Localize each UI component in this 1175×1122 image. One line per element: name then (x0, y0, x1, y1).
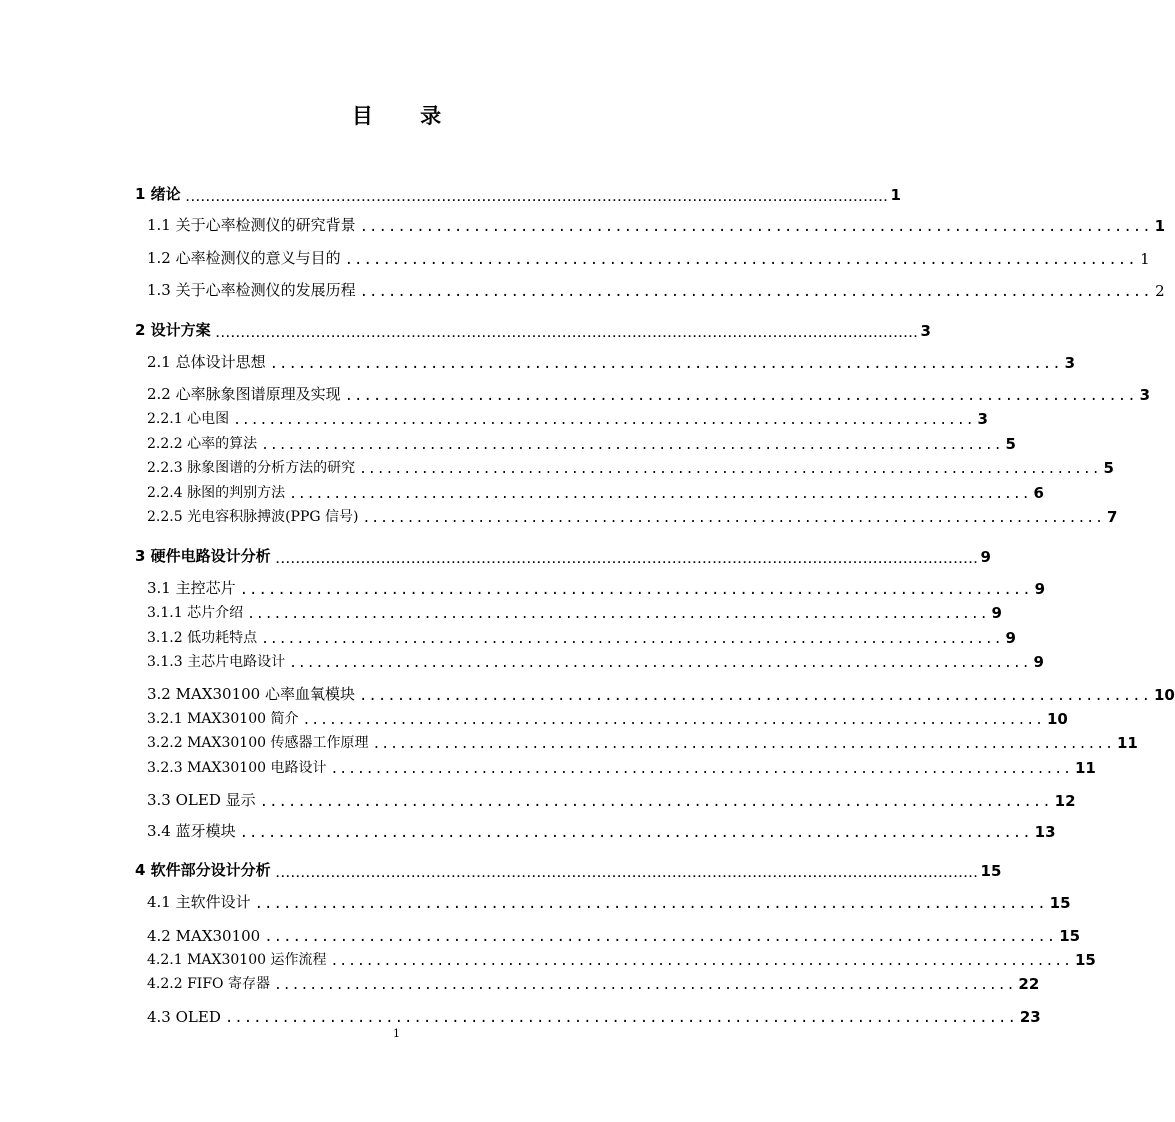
toc-entry-page: 3 (977, 410, 988, 428)
toc-entry-text: 1 绪论 (135, 185, 181, 203)
toc-entry-text: 1.3 关于心率检测仪的发展历程 (147, 281, 356, 299)
toc-entry-chapter[interactable]: 2 设计方案 ............................................................................................................................................ 3 (135, 321, 931, 340)
toc-entry-page: 5 (1005, 435, 1016, 453)
toc-entry-text: 1.1 关于心率检测仪的研究背景 (147, 216, 356, 234)
toc-entry-chapter[interactable]: 1 绪论 ............................................................................................................................................ 1 (135, 185, 901, 204)
toc-entry-subsection[interactable]: 2.2.2 心率的算法 .................................................................................... 5 (147, 435, 1016, 453)
toc-entry-section[interactable]: 4.1 主软件设计 .................................................................................... 15 (147, 893, 1071, 912)
toc-entry-subsection[interactable]: 3.1.1 芯片介绍 .................................................................................... 9 (147, 604, 1002, 622)
toc-entry-text: 4.1 主软件设计 (147, 893, 251, 911)
toc-entry-page: 3 (1064, 354, 1076, 372)
toc-entry-text: 3.2 MAX30100 心率血氧模块 (147, 685, 355, 703)
toc-entry-subsection[interactable]: 4.2.2 FIFO 寄存器 .................................................................................... 22 (147, 975, 1040, 993)
toc-entry-text: 3 硬件电路设计分析 (135, 547, 271, 565)
toc-entry-section[interactable]: 4.3 OLED .................................................................................... 23 (147, 1008, 1041, 1026)
toc-entry-subsection[interactable]: 3.2.3 MAX30100 电路设计 .................................................................................... 11 (147, 759, 1096, 777)
toc-entry-page: 9 (991, 604, 1002, 622)
toc-entry-page: 11 (1116, 734, 1138, 752)
toc-entry-text: 2 设计方案 (135, 321, 211, 339)
toc-entry-text: 2.2.2 心率的算法 (147, 436, 258, 452)
toc-entry-text: 4.2.2 FIFO 寄存器 (147, 976, 270, 992)
toc-entry-text: 1.2 心率检测仪的意义与目的 (147, 249, 341, 267)
toc-entry-page: 15 (1049, 894, 1071, 912)
page-number: 1 (393, 1027, 400, 1040)
toc-entry-page: 23 (1019, 1008, 1041, 1026)
toc-entry-section[interactable]: 2.2 心率脉象图谱原理及实现 .................................................................................... 3 (147, 385, 1151, 404)
toc-entry-page: 9 (1033, 653, 1044, 671)
toc-entry-page: 9 (1034, 580, 1046, 598)
toc-entry-text: 3.2.3 MAX30100 电路设计 (147, 760, 327, 776)
toc-entry-page: 10 (1046, 710, 1068, 728)
toc-entry-subsection[interactable]: 2.2.1 心电图 .................................................................................... 3 (147, 410, 988, 428)
toc-entry-section[interactable]: 3.4 蓝牙模块 .................................................................................... 13 (147, 822, 1056, 841)
toc-entry-text: 4.3 OLED (147, 1008, 221, 1026)
toc-entry-text: 3.4 蓝牙模块 (147, 822, 236, 840)
toc-title: 目 录 (351, 104, 462, 128)
toc-entry-subsection[interactable]: 3.2.2 MAX30100 传感器工作原理 .................................................................................... 11 (147, 734, 1138, 752)
toc-entry-page: 1 (1154, 217, 1166, 235)
toc-entry-subsection[interactable]: 2.2.5 光电容积脉搏波(PPG 信号) .................................................................................... 7 (147, 508, 1118, 526)
toc-entry-text: 3.3 OLED 显示 (147, 791, 256, 809)
toc-entry-text: 2.2 心率脉象图谱原理及实现 (147, 385, 341, 403)
toc-entry-text: 2.2.5 光电容积脉搏波(PPG 信号) (147, 509, 359, 525)
toc-entry-section[interactable]: 2.1 总体设计思想 .................................................................................... 3 (147, 353, 1076, 372)
toc-entry-text: 3.1.2 低功耗特点 (147, 630, 258, 646)
toc-entry-text: 3.1.3 主芯片电路设计 (147, 654, 286, 670)
toc-entry-page: 7 (1106, 508, 1118, 526)
toc-entry-subsection[interactable]: 4.2.1 MAX30100 运作流程 .................................................................................... 15 (147, 951, 1096, 969)
toc-entry-page: 3 (920, 322, 931, 340)
toc-entry-subsection[interactable]: 3.1.3 主芯片电路设计 .................................................................................... 9 (147, 653, 1044, 671)
toc-entry-page: 10 (1154, 686, 1175, 704)
toc-entry-text: 2.2.1 心电图 (147, 411, 230, 427)
toc-entry-chapter[interactable]: 3 硬件电路设计分析 ............................................................................................................................................ 9 (135, 547, 991, 566)
toc-entry-text: 2.2.4 脉图的判别方法 (147, 485, 286, 501)
toc-entry-text: 2.1 总体设计思想 (147, 353, 266, 371)
toc-entry-page: 9 (1005, 629, 1016, 647)
toc-entry-subsection[interactable]: 2.2.3 脉象图谱的分析方法的研究 .................................................................................... 5 (147, 459, 1114, 477)
toc-entry-text: 3.1.1 芯片介绍 (147, 605, 244, 621)
toc-entry-page: 5 (1103, 459, 1114, 477)
toc-entry-text: 4.2.1 MAX30100 运作流程 (147, 952, 327, 968)
toc-entry-section[interactable]: 1.2 心率检测仪的意义与目的 .................................................................................... 1 (147, 249, 1150, 268)
toc-entry-page: 22 (1018, 975, 1040, 993)
toc-entry-page: 1 (890, 186, 901, 204)
toc-entry-page: 2 (1155, 282, 1165, 300)
toc-entry-page: 3 (1139, 386, 1151, 404)
toc-entry-subsection[interactable]: 3.2.1 MAX30100 简介 .................................................................................... 10 (147, 710, 1068, 728)
toc-entry-section[interactable]: 1.1 关于心率检测仪的研究背景 .................................................................................... 1 (147, 216, 1166, 235)
toc-entry-page: 1 (1140, 250, 1150, 268)
toc-entry-text: 4 软件部分设计分析 (135, 861, 271, 879)
toc-entry-page: 12 (1054, 792, 1076, 810)
toc-entry-subsection[interactable]: 3.1.2 低功耗特点 .................................................................................... 9 (147, 629, 1016, 647)
toc-entry-section[interactable]: 1.3 关于心率检测仪的发展历程 .................................................................................... 2 (147, 281, 1165, 300)
toc-entry-section[interactable]: 4.2 MAX30100 .................................................................................... 15 (147, 927, 1081, 945)
toc-entry-section[interactable]: 3.2 MAX30100 心率血氧模块 .................................................................................... 10 (147, 685, 1175, 704)
toc-entry-text: 3.1 主控芯片 (147, 579, 236, 597)
toc-entry-section[interactable]: 3.3 OLED 显示 .................................................................................... 12 (147, 791, 1076, 810)
toc-entry-text: 3.2.2 MAX30100 传感器工作原理 (147, 735, 369, 751)
toc-entry-subsection[interactable]: 2.2.4 脉图的判别方法 .................................................................................... 6 (147, 484, 1044, 502)
toc-entry-text: 4.2 MAX30100 (147, 927, 261, 945)
toc-entry-text: 2.2.3 脉象图谱的分析方法的研究 (147, 460, 356, 476)
toc-entry-section[interactable]: 3.1 主控芯片 .................................................................................... 9 (147, 579, 1046, 598)
toc-entry-page: 15 (980, 862, 1002, 880)
toc-entry-chapter[interactable]: 4 软件部分设计分析 ............................................................................................................................................ 15 (135, 861, 1002, 880)
toc-entry-page: 6 (1033, 484, 1044, 502)
toc-entry-text: 3.2.1 MAX30100 简介 (147, 711, 299, 727)
toc-entry-page: 15 (1074, 951, 1096, 969)
toc-entry-page: 11 (1074, 759, 1096, 777)
toc-entry-page: 9 (980, 548, 991, 566)
toc-entry-page: 13 (1034, 823, 1056, 841)
toc-entry-page: 15 (1059, 927, 1081, 945)
